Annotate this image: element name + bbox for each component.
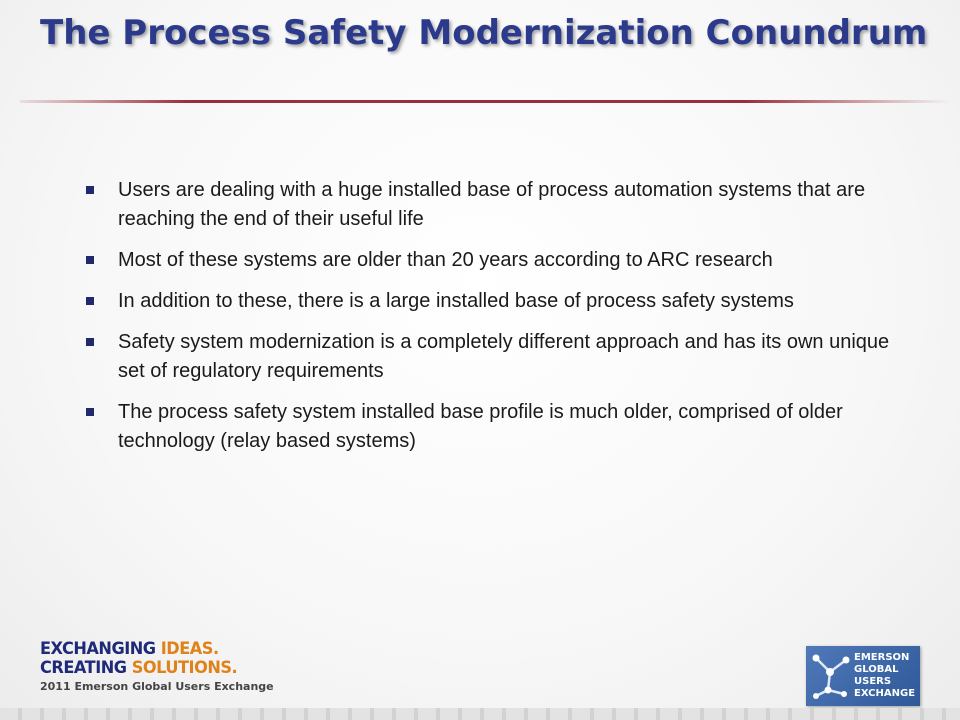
tagline-word: CREATING [40, 658, 132, 678]
bullet-text: Most of these systems are older than 20 years according to ARC research [118, 249, 773, 271]
square-bullet-icon [86, 338, 94, 346]
square-bullet-icon [86, 186, 94, 194]
bullet-item [86, 246, 896, 275]
badge-line: USERS [854, 676, 892, 687]
tagline-word: IDEAS. [160, 639, 219, 659]
bullet-text: The process safety system installed base profile is much older, comprised of older technology (relay based systems) [118, 401, 843, 452]
square-bullet-icon [86, 256, 94, 264]
bullet-text: Users are dealing with a huge installed base of process automation systems that are reaching the end of their useful life [118, 179, 866, 230]
bullet-item [86, 398, 896, 456]
bullet-item [86, 287, 896, 316]
bullet-list [86, 176, 896, 468]
badge-line: EXCHANGE [854, 688, 916, 699]
title-underline [20, 100, 950, 103]
tagline-word: EXCHANGING [40, 639, 161, 659]
badge-label [854, 652, 918, 700]
slide-title: The Process Safety Modernization Conundrum [40, 13, 928, 53]
badge-line: GLOBAL [854, 664, 899, 675]
badge-line: EMERSON [854, 652, 910, 663]
tagline-line-2 [40, 659, 306, 678]
tagline-line-1 [40, 640, 306, 659]
emerson-exchange-badge [806, 646, 920, 706]
bullet-item [86, 328, 896, 386]
square-bullet-icon [86, 408, 94, 416]
bullet-text: In addition to these, there is a large installed base of process safety systems [118, 290, 794, 312]
bullet-text: Safety system modernization is a completely different approach and has its own unique set of regulatory requirements [118, 331, 890, 382]
tagline-word: SOLUTIONS. [131, 658, 238, 678]
square-bullet-icon [86, 297, 94, 305]
footer-border [0, 708, 960, 720]
event-subtitle: 2011 Emerson Global Users Exchange [40, 680, 274, 693]
event-tagline-logo [40, 640, 320, 694]
bullet-item [86, 176, 896, 234]
network-nodes-icon [808, 650, 854, 702]
